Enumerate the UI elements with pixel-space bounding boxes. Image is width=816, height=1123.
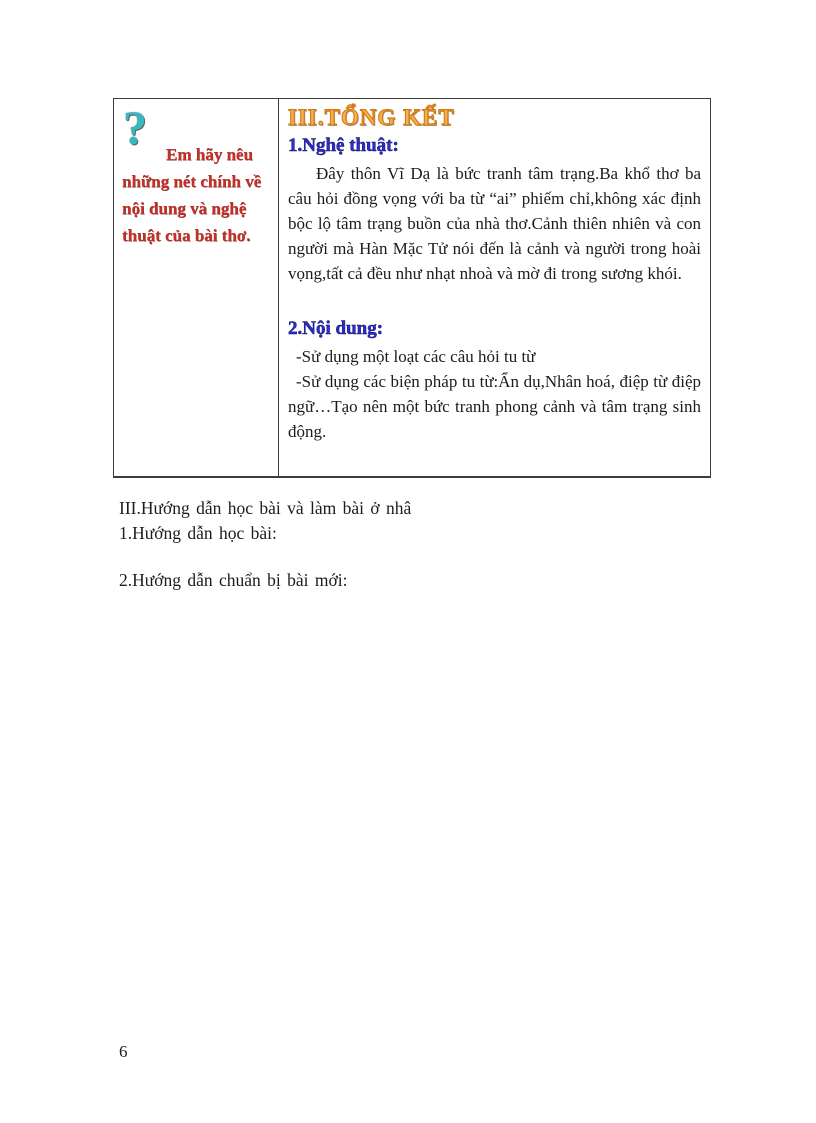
homework-guidance-heading: III.Hướng dẫn học bài và làm bài ở nhâ bbox=[119, 498, 412, 518]
teacher-question-text: Em hãy nêu những nét chính về nội dung và nghệ thuật của bài thơ. bbox=[122, 145, 262, 245]
homework-guidance-item-1: 1.Hướng dẫn học bài: bbox=[119, 523, 277, 543]
page-number: 6 bbox=[119, 1042, 128, 1061]
noi-dung-item: -Sử dụng một loạt các câu hỏi tu từ bbox=[296, 347, 536, 366]
section-spacer bbox=[288, 286, 701, 316]
subheading-nghe-thuat: 1.Nghệ thuật: bbox=[288, 135, 399, 156]
homework-guidance-block bbox=[119, 496, 599, 593]
nghe-thuat-paragraph: Đây thôn Vĩ Dạ là bức tranh tâm trạng.Ba khổ thơ ba câu hỏi đồng vọng với ba từ “ai” phiếm chỉ,không xác định bộc lộ tâm trạng buồn của nhà thơ.Cảnh thiên nhiên và con người mà Hàn Mặc Tử nói đến là cảnh và người trong hoài vọng,tất cả đều như nhạt nhoà và mờ đi trong sương khói. bbox=[288, 164, 701, 283]
subheading-noi-dung: 2.Nội dung: bbox=[288, 318, 384, 339]
question-mark-icon: ? bbox=[123, 102, 147, 155]
noi-dung-item: -Sử dụng các biện pháp tu từ:Ẩn dụ,Nhân hoá, điệp từ điệp ngữ…Tạo nên một bức tranh phong cảnh và tâm trạng sinh động. bbox=[288, 372, 701, 441]
question-cell bbox=[114, 99, 279, 476]
section-heading-tong-ket: III.TỔNG KẾT bbox=[288, 105, 455, 130]
homework-guidance-item-2: 2.Hướng dẫn chuẩn bị bài mới: bbox=[119, 570, 348, 590]
summary-table bbox=[113, 98, 711, 478]
summary-cell bbox=[279, 99, 710, 476]
